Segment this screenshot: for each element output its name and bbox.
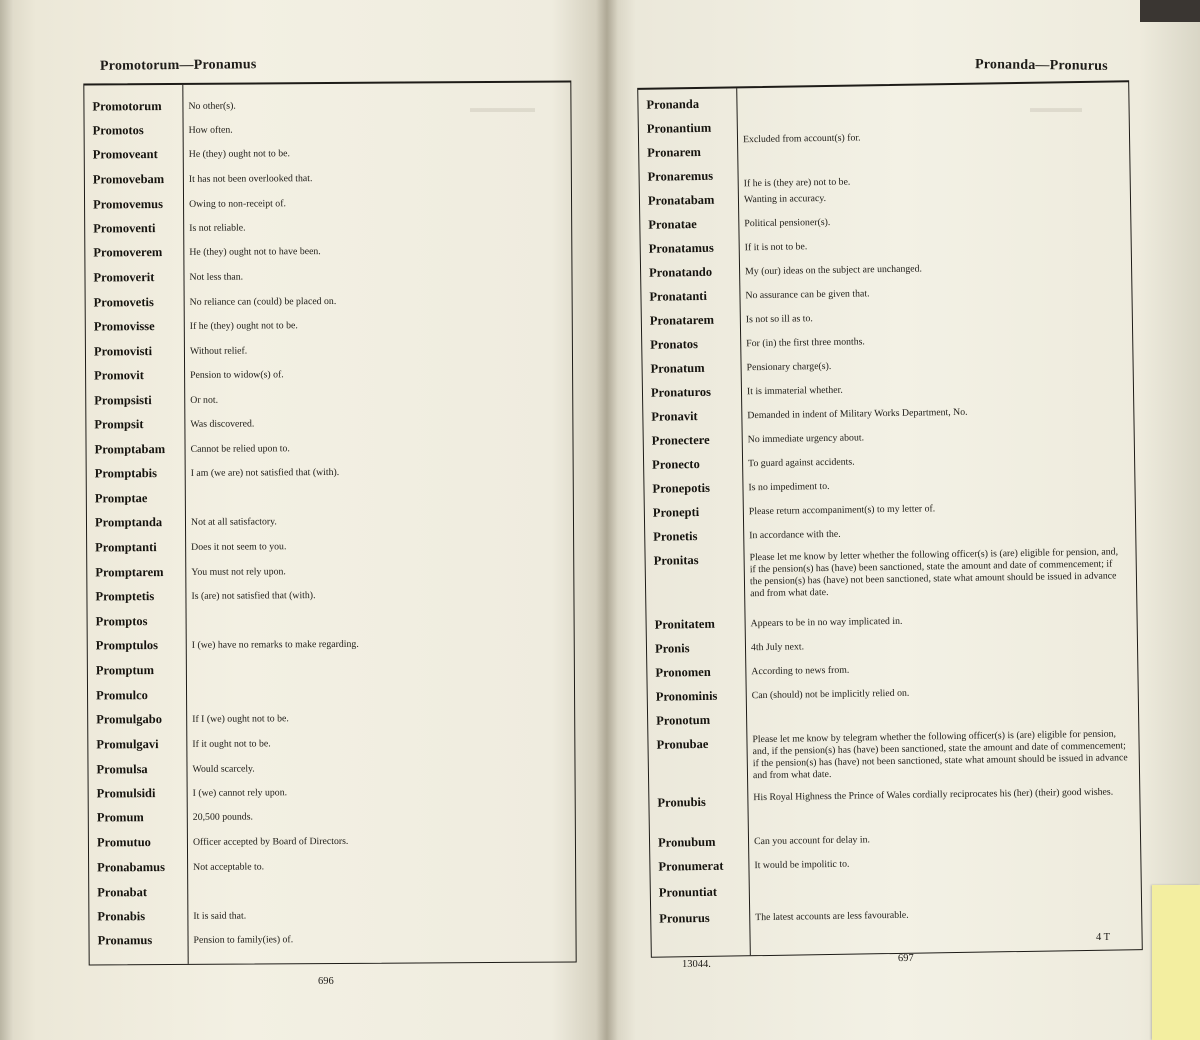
code-word: Pronatando — [648, 264, 713, 280]
code-word: Pronubis — [657, 794, 706, 810]
code-word: Prompsit — [94, 417, 144, 432]
code-entry-row — [639, 114, 1129, 146]
code-meaning: If it is not to be. — [744, 241, 808, 254]
code-word: Pronatum — [650, 360, 705, 376]
code-meaning: If he (they) ought not to be. — [189, 320, 298, 332]
code-entry-row — [85, 121, 571, 138]
code-meaning — [192, 663, 562, 665]
code-word: Promptulos — [95, 638, 159, 653]
code-meaning: Excluded from account(s) for. — [742, 132, 861, 146]
sticky-note[interactable] — [1152, 885, 1200, 1040]
code-entry-row — [647, 634, 1137, 656]
code-entry-row — [648, 706, 1138, 728]
code-word: Promoverit — [93, 270, 155, 285]
column-divider — [182, 85, 188, 964]
code-entry-row — [645, 498, 1135, 520]
code-meaning: Can (should) not be implicitly relied on. — [751, 687, 910, 702]
code-entry-row — [88, 735, 574, 752]
code-entry-row — [87, 464, 573, 481]
code-word: Pronepti — [652, 504, 700, 520]
code-entry-row — [85, 268, 571, 285]
code-word: Promptabis — [94, 466, 158, 481]
signature-mark: 4 T — [1096, 932, 1111, 943]
signature-number: 13044. — [682, 959, 711, 970]
code-word: Pronectere — [651, 432, 710, 448]
code-meaning: It has not been overlooked that. — [188, 173, 313, 185]
page-number-right: 697 — [897, 952, 914, 965]
code-entry-row — [89, 784, 575, 801]
code-entry-row — [85, 145, 571, 162]
code-word: Prompsisti — [94, 393, 152, 408]
code-meaning — [742, 92, 1118, 98]
code-meaning: You must not rely upon. — [191, 566, 286, 578]
code-word: Pronaturos — [650, 384, 712, 400]
code-entry-row — [640, 210, 1130, 232]
code-word: Promutuo — [96, 835, 151, 850]
code-rows-right — [638, 82, 1128, 926]
code-meaning: For (in) the first three months. — [746, 336, 865, 350]
code-word: Promptanda — [94, 515, 163, 530]
code-entry-row — [87, 513, 573, 530]
code-meaning: In accordance with the. — [749, 528, 841, 542]
code-meaning: I am (we are) not satisfied that (with). — [190, 466, 340, 479]
code-word: Promptum — [95, 663, 155, 678]
code-entry-row — [86, 415, 572, 432]
code-word: Promoventi — [93, 221, 156, 236]
code-meaning: Pensionary charge(s). — [746, 360, 832, 374]
code-meaning: Political pensioner(s). — [744, 216, 831, 230]
code-word: Pronamus — [97, 933, 153, 948]
code-word: Pronabamus — [97, 860, 165, 875]
code-word: Promptarem — [95, 565, 164, 580]
code-word: Pronatamus — [648, 240, 714, 256]
code-entry-row — [87, 440, 573, 457]
code-meaning — [191, 491, 561, 493]
code-entry-row — [86, 391, 572, 408]
code-meaning — [192, 688, 562, 690]
code-meaning: Please let me know by letter whether the following officer(s) is (are) eligible for pension, and, if the pension(s) has (have) been sanctioned, state the amount and date of commencement; if the pension(s) has (have) not been sanctioned, state what amount should be issued in advance and from what date. — [749, 546, 1119, 600]
code-word: Promptetis — [95, 589, 155, 604]
code-meaning: Without relief. — [189, 345, 248, 357]
code-word: Pronotum — [656, 712, 711, 728]
code-entry-row — [85, 170, 571, 187]
code-word: Promptae — [94, 491, 148, 506]
code-entry-row — [642, 306, 1132, 328]
running-head-right: Pronanda—Pronurus — [974, 57, 1108, 74]
code-meaning: Can you account for delay in. — [753, 834, 871, 848]
code-meaning: 4th July next. — [750, 641, 805, 654]
code-meaning: If I (we) ought not to be. — [192, 713, 289, 725]
code-word: Pronubae — [656, 736, 709, 752]
code-word: Pronomen — [655, 664, 711, 680]
code-word: Promovetis — [93, 295, 154, 310]
code-entry-row — [643, 354, 1133, 376]
code-entry-row — [87, 538, 573, 555]
code-word: Promum — [96, 810, 144, 825]
code-entry-row — [650, 828, 1140, 850]
code-word: Pronitatem — [654, 616, 715, 632]
code-word: Pronepotis — [652, 480, 711, 496]
code-entry-row — [85, 219, 571, 236]
code-entry-row — [641, 282, 1131, 304]
code-meaning — [192, 614, 562, 616]
code-word: Pronecto — [652, 456, 700, 472]
code-meaning — [752, 708, 1128, 714]
code-word: Pronatabam — [647, 192, 715, 208]
code-entry-row — [86, 366, 572, 383]
code-word: Promotos — [92, 123, 144, 138]
code-entry-row — [649, 786, 1139, 810]
code-entry-row — [651, 904, 1141, 926]
code-entry-row — [85, 243, 571, 260]
code-word: Promovisse — [93, 319, 155, 334]
code-entry-row — [88, 710, 574, 727]
code-meaning: According to news from. — [751, 664, 850, 678]
code-entry-row — [650, 852, 1140, 874]
code-word: Pronuntiat — [658, 884, 718, 900]
code-meaning: Owing to non-receipt of. — [189, 198, 286, 210]
code-word: Pronabis — [97, 909, 146, 924]
code-entry-row — [86, 342, 572, 359]
code-table-left — [83, 81, 576, 966]
code-entry-row — [645, 522, 1135, 544]
page-number-left: 696 — [318, 976, 334, 987]
code-word: Pronubum — [657, 834, 716, 850]
code-word: Promulsidi — [96, 786, 156, 801]
code-meaning: Please let me know by telegram whether the following officer(s) is (are) eligible for pension, and, if the pension(s) has (have) been sanctioned, state the amount and date of commencement; if the pension(s) has (have) not been sanctioned, state what amount should be issued in advance and from what date. — [752, 728, 1128, 782]
code-word: Pronavit — [651, 409, 698, 424]
code-meaning: No assurance can be given that. — [745, 288, 870, 302]
code-entry-row — [88, 686, 574, 703]
code-word: Pronarem — [647, 144, 702, 160]
background-corner — [1140, 0, 1200, 22]
code-entry-row — [647, 658, 1137, 680]
code-entry-row — [641, 258, 1131, 280]
code-word: Pronatanti — [649, 288, 708, 304]
code-entry-row — [89, 833, 575, 850]
code-entry-row — [648, 728, 1138, 782]
code-entry-row — [644, 450, 1134, 472]
code-word: Pronominis — [655, 688, 718, 704]
code-meaning: He (they) ought not to be. — [188, 148, 290, 160]
bleed-through: ▬▬▬▬▬ — [470, 100, 535, 115]
code-rows-left — [84, 83, 570, 948]
code-entry-row — [87, 563, 573, 580]
code-meaning: Pension to widow(s) of. — [190, 369, 284, 381]
code-entry-row — [641, 234, 1131, 256]
code-word: Pronatae — [648, 217, 697, 232]
code-word: Pronantium — [646, 120, 712, 136]
code-meaning: Is no impediment to. — [748, 480, 830, 494]
code-entry-row — [644, 426, 1134, 448]
code-entry-row — [651, 878, 1141, 900]
code-meaning: If he is (they are) not to be. — [743, 176, 851, 190]
code-entry-row — [89, 907, 575, 924]
code-meaning: Is not so ill as to. — [745, 313, 813, 326]
code-meaning: To guard against accidents. — [748, 456, 855, 470]
code-entry-row — [642, 330, 1132, 352]
book-gutter — [596, 0, 618, 1040]
code-word: Pronatarem — [649, 312, 715, 328]
code-meaning: His Royal Highness the Prince of Wales cordially reciprocates his (her) (their) good wishes. — [753, 786, 1114, 804]
code-entry-row — [639, 162, 1129, 190]
code-meaning: My (our) ideas on the subject are unchanged. — [745, 263, 922, 278]
code-word: Promoverem — [93, 245, 163, 260]
code-meaning: Please return accompaniment(s) to my letter of. — [748, 503, 936, 518]
code-meaning: Not less than. — [189, 271, 244, 283]
code-meaning: Appears to be in no way implicated in. — [750, 615, 903, 630]
code-meaning: Officer accepted by Board of Directors. — [192, 835, 349, 848]
code-entry-row — [643, 378, 1133, 400]
code-meaning: Wanting in accuracy. — [743, 192, 827, 206]
code-meaning: Cannot be relied upon to. — [190, 443, 290, 455]
code-meaning: 20,500 pounds. — [192, 811, 253, 823]
code-word: Pronaremus — [647, 168, 714, 184]
code-meaning: No other(s). — [188, 100, 236, 112]
code-word: Pronabat — [97, 885, 148, 900]
code-word: Promoveant — [92, 147, 158, 162]
code-word: Pronitas — [653, 553, 699, 568]
code-meaning: No reliance can (could) be placed on. — [189, 295, 337, 308]
code-entry-row — [84, 97, 570, 114]
page-edge — [0, 0, 14, 1040]
code-word: Promulgavi — [96, 737, 159, 752]
code-word: Pronanda — [646, 96, 700, 112]
code-entry-row — [638, 90, 1128, 112]
code-meaning: It is immaterial whether. — [746, 384, 843, 398]
code-word: Promulco — [96, 688, 148, 703]
code-entry-row — [89, 883, 575, 900]
code-meaning: Demanded in indent of Military Works Department, No. — [747, 406, 968, 422]
code-word: Promovisti — [93, 344, 153, 359]
code-entry-row — [86, 317, 572, 334]
code-word: Promulsa — [96, 762, 148, 777]
code-word: Promovebam — [92, 172, 165, 187]
code-word: Promovemus — [93, 197, 163, 212]
code-meaning — [755, 880, 1131, 886]
code-word: Pronurus — [659, 910, 710, 926]
code-meaning: Is (are) not satisfied that (with). — [191, 590, 316, 602]
code-table-right — [637, 80, 1143, 958]
code-meaning: Not acceptable to. — [193, 861, 265, 873]
code-word: Promptabam — [94, 442, 166, 457]
code-meaning: Was discovered. — [190, 418, 255, 430]
running-head-left: Promotorum—Pronamus — [99, 57, 257, 74]
code-entry-row — [90, 931, 576, 948]
code-word: Pronatos — [650, 336, 699, 352]
code-entry-row — [647, 610, 1137, 632]
code-meaning: It would be impolitic to. — [754, 858, 850, 872]
code-entry-row — [87, 489, 573, 506]
code-entry-row — [86, 293, 572, 310]
code-meaning: If it ought not to be. — [192, 738, 271, 750]
code-entry-row — [89, 808, 575, 825]
code-word: Promptanti — [95, 540, 157, 555]
code-meaning: It is said that. — [193, 910, 247, 922]
code-meaning: No immediate urgency about. — [747, 432, 865, 446]
code-word: Promovit — [94, 368, 144, 383]
code-word: Pronetis — [653, 529, 698, 544]
code-word: Promulgabo — [96, 712, 162, 727]
code-entry-row — [644, 474, 1134, 496]
code-meaning: How often. — [188, 124, 233, 136]
code-meaning: Would scarcely. — [192, 763, 255, 775]
code-meaning: Not at all satisfactory. — [190, 516, 277, 528]
code-entry-row — [643, 402, 1133, 424]
code-word: Pronumerat — [658, 858, 724, 874]
code-entry-row — [88, 636, 574, 653]
bleed-through: ▬▬▬▬ — [1030, 100, 1082, 115]
code-meaning: Is not reliable. — [189, 222, 246, 234]
code-word: Pronis — [654, 641, 690, 656]
code-entry-row — [85, 195, 571, 212]
code-word: Promotorum — [92, 99, 162, 114]
code-meaning: Does it not seem to you. — [191, 541, 287, 553]
code-entry-row — [87, 587, 573, 604]
code-meaning: I (we) cannot rely upon. — [192, 787, 288, 799]
code-entry-row — [646, 546, 1136, 600]
code-entry-row — [88, 760, 574, 777]
code-entry-row — [89, 858, 575, 875]
code-meaning: He (they) ought not to have been. — [189, 246, 321, 258]
code-entry-row — [88, 661, 574, 678]
code-meaning: Or not. — [190, 394, 219, 406]
code-word: Promptos — [95, 614, 148, 629]
code-meaning: Pension to family(ies) of. — [193, 934, 294, 946]
code-entry-row — [648, 682, 1138, 704]
code-meaning: I (we) have no remarks to make regarding. — [191, 638, 359, 651]
code-entry-row — [88, 612, 574, 629]
code-meaning — [193, 885, 563, 887]
code-meaning: The latest accounts are less favourable. — [755, 909, 909, 924]
